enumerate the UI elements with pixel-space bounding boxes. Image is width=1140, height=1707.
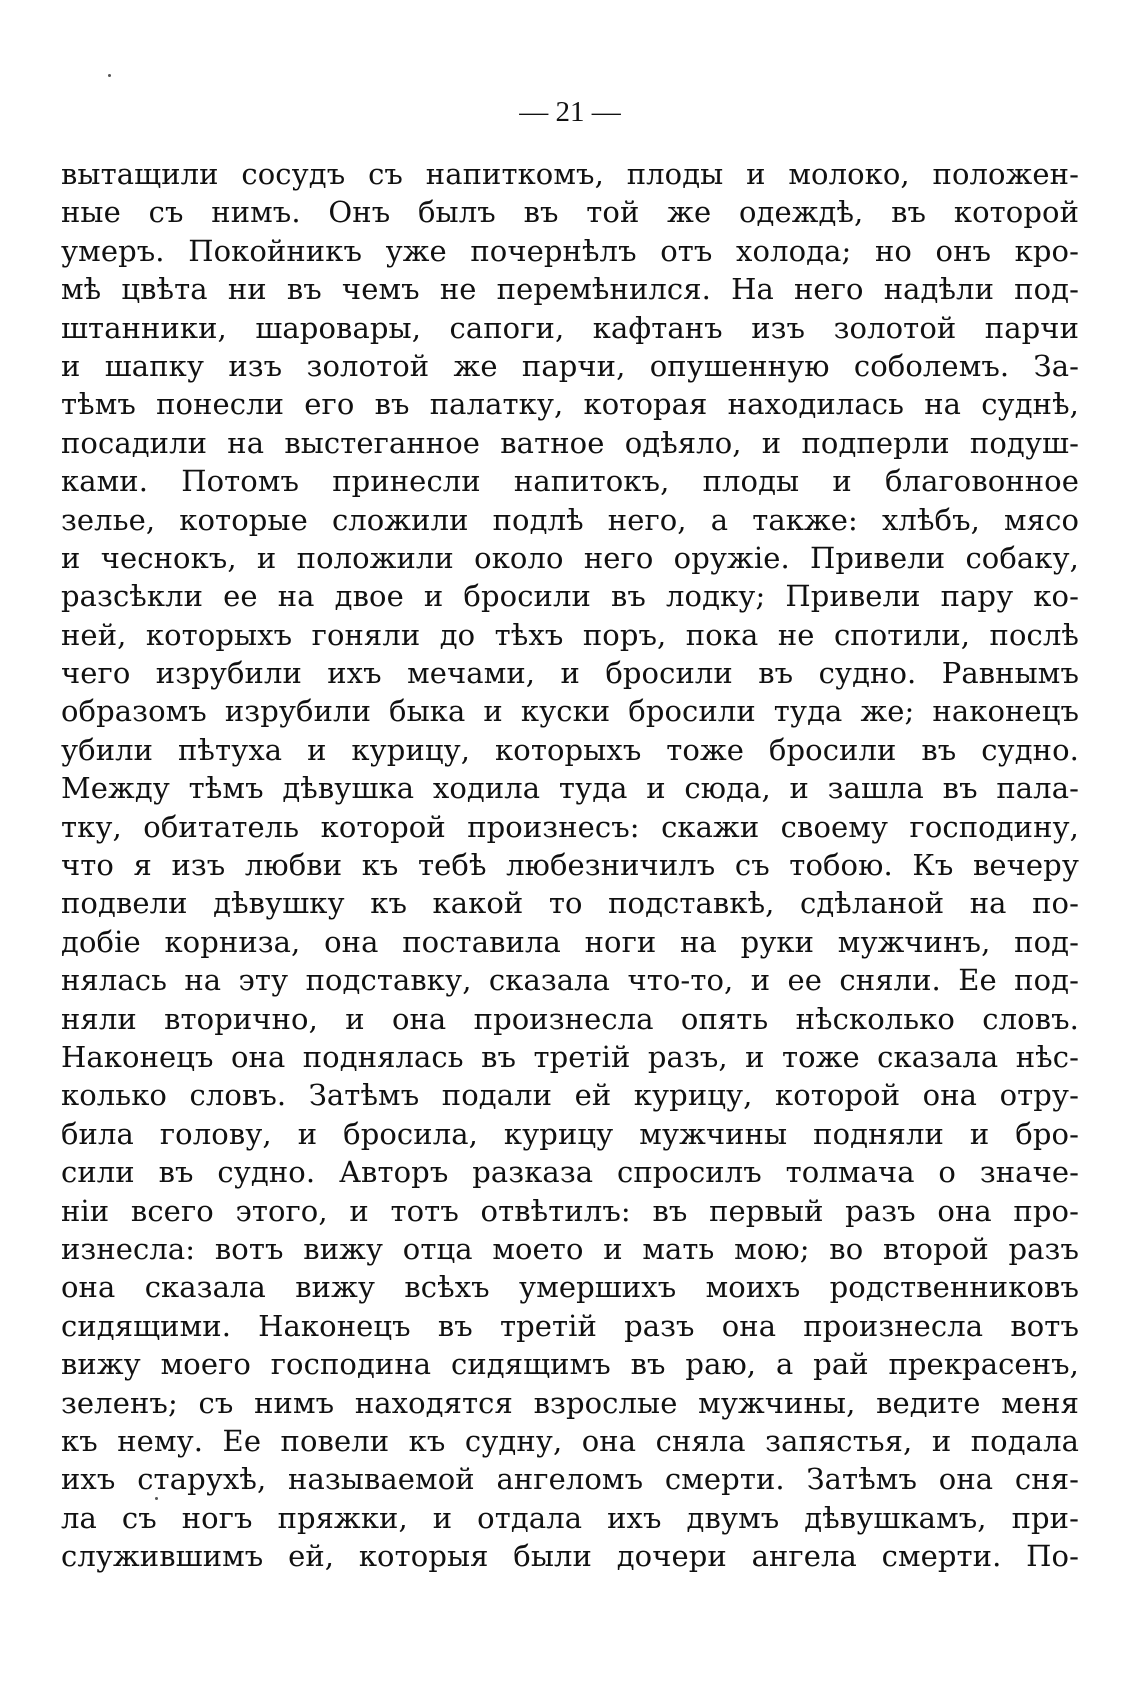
text-line: чего изрубили ихъ мечами, и бросили въ судно. Равнымъ (61, 656, 1079, 691)
text-line: тѣмъ понесли его въ палатку, которая находилась на суднѣ, (61, 387, 1079, 422)
text-line: посадили на выстеганное ватное одѣяло, и подперли подуш- (61, 425, 1079, 460)
text-line: била голову, и бросила, курицу мужчины подняли и бро- (61, 1116, 1079, 1151)
text-line: убили пѣтуха и курицу, которыхъ тоже бросили въ судно. (61, 732, 1079, 767)
text-line: ные съ нимъ. Онъ былъ въ той же одеждѣ, въ которой (61, 195, 1079, 230)
text-line: добіе корниза, она поставила ноги на руки мужчинъ, под- (61, 924, 1079, 959)
text-line: изнесла: вотъ вижу отца моето и мать мою; во второй разъ (61, 1231, 1079, 1266)
text-line: ихъ старухѣ, называемой ангеломъ смерти. Затѣмъ она сня- (61, 1462, 1079, 1497)
text-line: Между тѣмъ дѣвушка ходила туда и сюда, и зашла въ пала- (61, 771, 1079, 806)
text-line: она сказала вижу всѣхъ умершихъ моихъ родственниковъ (61, 1270, 1079, 1305)
text-line: и шапку изъ золотой же парчи, опушенную соболемъ. За- (61, 348, 1079, 383)
text-line: ніи всего этого, и тотъ отвѣтилъ: въ первый разъ она про- (61, 1193, 1079, 1228)
text-line: колько словъ. Затѣмъ подали ей курицу, которой она отру- (61, 1078, 1079, 1113)
text-line: ла съ ногъ пряжки, и отдала ихъ двумъ дѣвушкамъ, при- (61, 1500, 1079, 1535)
text-line: умеръ. Покойникъ уже почернѣлъ отъ холода; но онъ кро- (61, 233, 1079, 268)
text-line: служившимъ ей, которыя были дочери ангела смерти. По- (61, 1539, 1079, 1574)
text-line: подвели дѣвушку къ какой то подставкѣ, сдѣланой на по- (61, 886, 1079, 921)
text-line: Наконецъ она поднялась въ третій разъ, и тоже сказала нѣс- (61, 1039, 1079, 1074)
text-line: къ нему. Ее повели къ судну, она сняла запястья, и подала (61, 1423, 1079, 1458)
text-line: штанники, шаровары, сапоги, кафтанъ изъ золотой парчи (61, 310, 1079, 345)
body-text (61, 155, 1079, 1575)
text-line: и чеснокъ, и положили около него оружіе. Привели собаку, (61, 540, 1079, 575)
text-line: вытащили сосудъ съ напиткомъ, плоды и молоко, положен- (61, 157, 1079, 191)
text-line: образомъ изрубили быка и куски бросили туда же; наконецъ (61, 694, 1079, 729)
print-speck (108, 74, 111, 77)
text-line: тку, обитатель которой произнесъ: скажи своему господину, (61, 809, 1079, 844)
text-line: нялась на эту подставку, сказала что-то, и ее сняли. Ее под- (61, 963, 1079, 998)
text-line: вижу моего господина сидящимъ въ раю, а рай прекрасенъ, (61, 1347, 1079, 1382)
text-line: сили въ судно. Авторъ разказа спросилъ толмача о значе- (61, 1155, 1079, 1190)
text-line: сидящими. Наконецъ въ третій разъ она произнесла вотъ (61, 1308, 1079, 1343)
page-number: — 21 — (519, 96, 621, 128)
text-line: мѣ цвѣта ни въ чемъ не перемѣнился. На него надѣли под- (61, 272, 1079, 307)
text-line: ней, которыхъ гоняли до тѣхъ поръ, пока не спотили, послѣ (61, 617, 1079, 652)
text-line: разсѣкли ее на двое и бросили въ лодку; Привели пару ко- (61, 579, 1079, 614)
text-line: зеленъ; съ нимъ находятся взрослые мужчины, ведите меня (61, 1385, 1079, 1420)
text-line: зелье, которые сложили подлѣ него, а также: хлѣбъ, мясо (61, 502, 1079, 537)
text-line: что я изъ любви къ тебѣ любезничилъ съ тобою. Къ вечеру (61, 848, 1079, 883)
text-line: ками. Потомъ принесли напитокъ, плоды и благовонное (61, 464, 1079, 499)
text-line: няли вторично, и она произнесла опять нѣсколько словъ. (61, 1001, 1079, 1036)
